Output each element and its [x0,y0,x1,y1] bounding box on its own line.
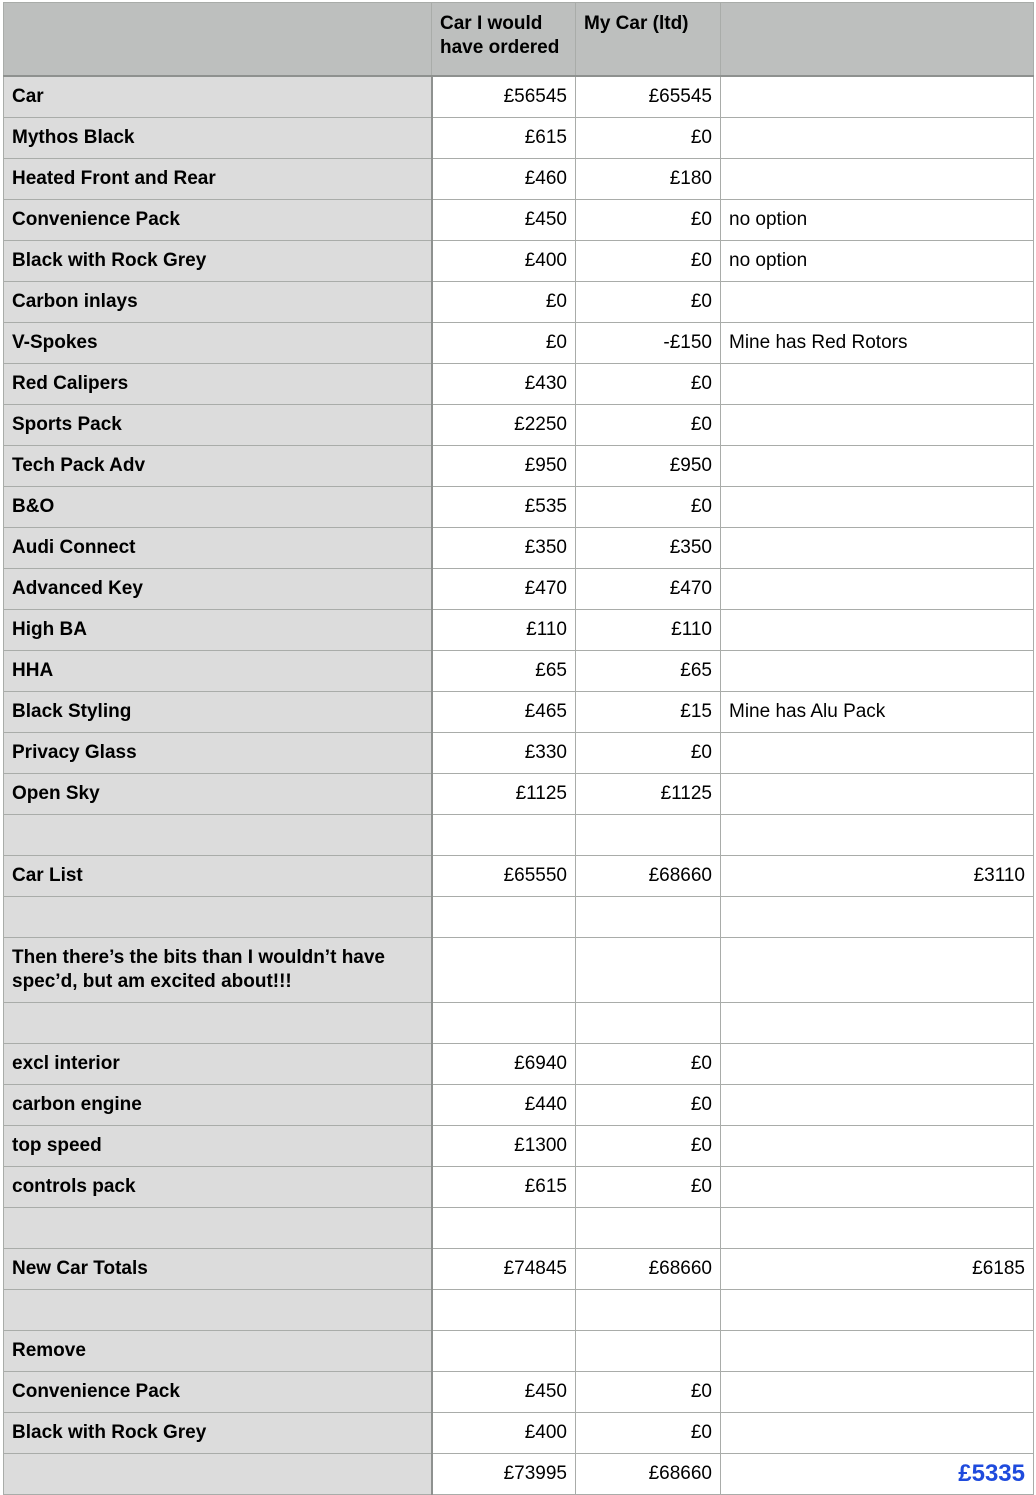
ordered-price-cell[interactable]: £65550 [432,855,576,896]
ordered-price-cell[interactable]: £73995 [432,1453,576,1494]
ordered-price-cell[interactable]: £1125 [432,773,576,814]
note-cell[interactable] [721,117,1034,158]
row-label-cell[interactable]: Remove [4,1330,432,1371]
header-cell-corner[interactable] [4,3,432,77]
my-car-price-cell[interactable]: £0 [576,1166,721,1207]
row-label-cell[interactable]: Convenience Pack [4,1371,432,1412]
ordered-price-cell[interactable] [432,1207,576,1248]
ordered-price-cell[interactable] [432,896,576,937]
table-row [4,1084,1034,1125]
ordered-price-cell[interactable]: £65 [432,650,576,691]
note-cell[interactable] [721,937,1034,1002]
row-label-cell[interactable]: Privacy Glass [4,732,432,773]
ordered-price-cell[interactable]: £470 [432,568,576,609]
note-cell[interactable]: no option [721,240,1034,281]
my-car-price-cell[interactable]: £0 [576,363,721,404]
note-cell[interactable]: no option [721,199,1034,240]
row-label-cell[interactable]: Advanced Key [4,568,432,609]
ordered-price-cell[interactable]: £465 [432,691,576,732]
note-cell[interactable] [721,1125,1034,1166]
row-label-cell[interactable]: Carbon inlays [4,281,432,322]
table-row [4,486,1034,527]
note-cell[interactable] [721,896,1034,937]
difference-cell[interactable]: £6185 [721,1248,1034,1289]
table-row [4,773,1034,814]
ordered-price-cell[interactable]: £2250 [432,404,576,445]
my-car-price-cell[interactable] [576,1002,721,1043]
ordered-price-cell[interactable]: £430 [432,363,576,404]
row-label-cell[interactable] [4,1289,432,1330]
ordered-price-cell[interactable]: £6940 [432,1043,576,1084]
ordered-price-cell[interactable]: £1300 [432,1125,576,1166]
ordered-price-cell[interactable]: £400 [432,1412,576,1453]
row-label-cell[interactable]: Heated Front and Rear [4,158,432,199]
table-row [4,1207,1034,1248]
my-car-price-cell[interactable]: £0 [576,240,721,281]
note-cell[interactable] [721,404,1034,445]
row-label-cell[interactable]: Black with Rock Grey [4,1412,432,1453]
my-car-price-cell[interactable] [576,814,721,855]
row-label-cell[interactable]: Car [4,76,432,117]
table-row [4,117,1034,158]
table-body [4,76,1034,1494]
ordered-price-cell[interactable]: £440 [432,1084,576,1125]
row-label-cell[interactable]: HHA [4,650,432,691]
row-label-cell[interactable]: Tech Pack Adv [4,445,432,486]
row-label-cell[interactable]: carbon engine [4,1084,432,1125]
ordered-price-cell[interactable]: £950 [432,445,576,486]
note-cell[interactable] [721,1289,1034,1330]
ordered-price-cell[interactable]: £460 [432,158,576,199]
my-car-price-cell[interactable]: £0 [576,1043,721,1084]
ordered-price-cell[interactable]: £0 [432,322,576,363]
note-cell[interactable] [721,1207,1034,1248]
my-car-price-cell[interactable]: £0 [576,199,721,240]
row-label-cell[interactable]: Open Sky [4,773,432,814]
my-car-price-cell[interactable]: £68660 [576,855,721,896]
note-cell[interactable]: Mine has Red Rotors [721,322,1034,363]
row-label-cell[interactable] [4,1453,432,1494]
my-car-price-cell[interactable]: £0 [576,404,721,445]
header-cell-notes[interactable] [721,3,1034,77]
note-cell[interactable] [721,732,1034,773]
table-row [4,814,1034,855]
ordered-price-cell[interactable] [432,814,576,855]
my-car-price-cell[interactable]: £1125 [576,773,721,814]
my-car-price-cell[interactable]: £0 [576,1125,721,1166]
ordered-price-cell[interactable] [432,937,576,1002]
row-label-cell[interactable]: New Car Totals [4,1248,432,1289]
note-cell[interactable] [721,76,1034,117]
table-row [4,1453,1034,1494]
table-row [4,691,1034,732]
table-row [4,1002,1034,1043]
row-label-cell[interactable]: Mythos Black [4,117,432,158]
header-row [4,3,1034,77]
row-label-cell[interactable] [4,896,432,937]
note-cell[interactable] [721,1084,1034,1125]
row-label-cell[interactable]: Red Calipers [4,363,432,404]
my-car-price-cell[interactable]: £0 [576,1412,721,1453]
note-cell[interactable]: Mine has Alu Pack [721,691,1034,732]
spreadsheet-table [3,2,1034,1495]
note-cell[interactable] [721,445,1034,486]
table-row [4,445,1034,486]
my-car-price-cell[interactable]: £68660 [576,1453,721,1494]
table-row [4,158,1034,199]
my-car-price-cell[interactable] [576,896,721,937]
row-label-cell[interactable] [4,1002,432,1043]
header-cell-ordered[interactable]: Car I would have ordered [432,3,576,77]
note-cell[interactable] [721,1412,1034,1453]
ordered-price-cell[interactable] [432,1289,576,1330]
row-label-cell[interactable] [4,814,432,855]
my-car-price-cell[interactable] [576,1289,721,1330]
row-label-cell[interactable]: V-Spokes [4,322,432,363]
my-car-price-cell[interactable]: £0 [576,486,721,527]
row-label-cell[interactable] [4,1207,432,1248]
table-row [4,76,1034,117]
note-cell[interactable] [721,486,1034,527]
table-row [4,1330,1034,1371]
note-cell[interactable] [721,281,1034,322]
table-row [4,896,1034,937]
difference-cell[interactable]: £5335 [721,1453,1034,1494]
row-label-cell[interactable]: Convenience Pack [4,199,432,240]
row-label-cell[interactable]: Sports Pack [4,404,432,445]
my-car-price-cell[interactable]: £470 [576,568,721,609]
my-car-price-cell[interactable]: £110 [576,609,721,650]
ordered-price-cell[interactable]: £330 [432,732,576,773]
ordered-price-cell[interactable]: £74845 [432,1248,576,1289]
table-row [4,855,1034,896]
table-row [4,732,1034,773]
note-cell[interactable] [721,650,1034,691]
table-row [4,1043,1034,1084]
ordered-price-cell[interactable]: £615 [432,1166,576,1207]
my-car-price-cell[interactable]: £65 [576,650,721,691]
my-car-price-cell[interactable]: £0 [576,281,721,322]
table-row [4,937,1034,1002]
note-cell[interactable] [721,1166,1034,1207]
table-row [4,281,1034,322]
table-row [4,1371,1034,1412]
my-car-price-cell[interactable]: £950 [576,445,721,486]
ordered-price-cell[interactable]: £450 [432,199,576,240]
table-row [4,1125,1034,1166]
note-cell[interactable] [721,1002,1034,1043]
ordered-price-cell[interactable]: £350 [432,527,576,568]
note-cell[interactable] [721,363,1034,404]
ordered-price-cell[interactable]: £615 [432,117,576,158]
note-cell[interactable] [721,158,1034,199]
row-label-cell[interactable]: Then there’s the bits than I wouldn’t have spec’d, but am excited about!!! [4,937,432,1002]
table-row [4,1166,1034,1207]
header-cell-my-car[interactable]: My Car (ltd) [576,3,721,77]
table-row [4,568,1034,609]
my-car-price-cell[interactable]: £0 [576,1371,721,1412]
my-car-price-cell[interactable] [576,937,721,1002]
note-cell[interactable] [721,773,1034,814]
row-label-cell[interactable]: B&O [4,486,432,527]
my-car-price-cell[interactable] [576,1330,721,1371]
table-row [4,240,1034,281]
ordered-price-cell[interactable]: £535 [432,486,576,527]
ordered-price-cell[interactable]: £0 [432,281,576,322]
my-car-price-cell[interactable] [576,1207,721,1248]
my-car-price-cell[interactable]: £180 [576,158,721,199]
note-cell[interactable] [721,814,1034,855]
table-row [4,527,1034,568]
table-row [4,363,1034,404]
ordered-price-cell[interactable] [432,1002,576,1043]
ordered-price-cell[interactable]: £450 [432,1371,576,1412]
ordered-price-cell[interactable] [432,1330,576,1371]
note-cell[interactable] [721,1371,1034,1412]
note-cell[interactable] [721,1043,1034,1084]
note-cell[interactable] [721,609,1034,650]
row-label-cell[interactable]: Black Styling [4,691,432,732]
table-row [4,650,1034,691]
my-car-price-cell[interactable]: -£150 [576,322,721,363]
ordered-price-cell[interactable]: £56545 [432,76,576,117]
my-car-price-cell[interactable]: £68660 [576,1248,721,1289]
my-car-price-cell[interactable]: £0 [576,117,721,158]
ordered-price-cell[interactable]: £110 [432,609,576,650]
row-label-cell[interactable]: excl interior [4,1043,432,1084]
row-label-cell[interactable]: Audi Connect [4,527,432,568]
my-car-price-cell[interactable]: £350 [576,527,721,568]
row-label-cell[interactable]: Car List [4,855,432,896]
ordered-price-cell[interactable]: £400 [432,240,576,281]
my-car-price-cell[interactable]: £0 [576,732,721,773]
note-cell[interactable] [721,568,1034,609]
row-label-cell[interactable]: High BA [4,609,432,650]
my-car-price-cell[interactable]: £0 [576,1084,721,1125]
table-row [4,609,1034,650]
table-row [4,199,1034,240]
difference-cell[interactable]: £3110 [721,855,1034,896]
row-label-cell[interactable]: controls pack [4,1166,432,1207]
row-label-cell[interactable]: Black with Rock Grey [4,240,432,281]
table-row [4,322,1034,363]
my-car-price-cell[interactable]: £15 [576,691,721,732]
table-row [4,1412,1034,1453]
note-cell[interactable] [721,1330,1034,1371]
table-row [4,1248,1034,1289]
row-label-cell[interactable]: top speed [4,1125,432,1166]
table-row [4,1289,1034,1330]
table-row [4,404,1034,445]
note-cell[interactable] [721,527,1034,568]
my-car-price-cell[interactable]: £65545 [576,76,721,117]
